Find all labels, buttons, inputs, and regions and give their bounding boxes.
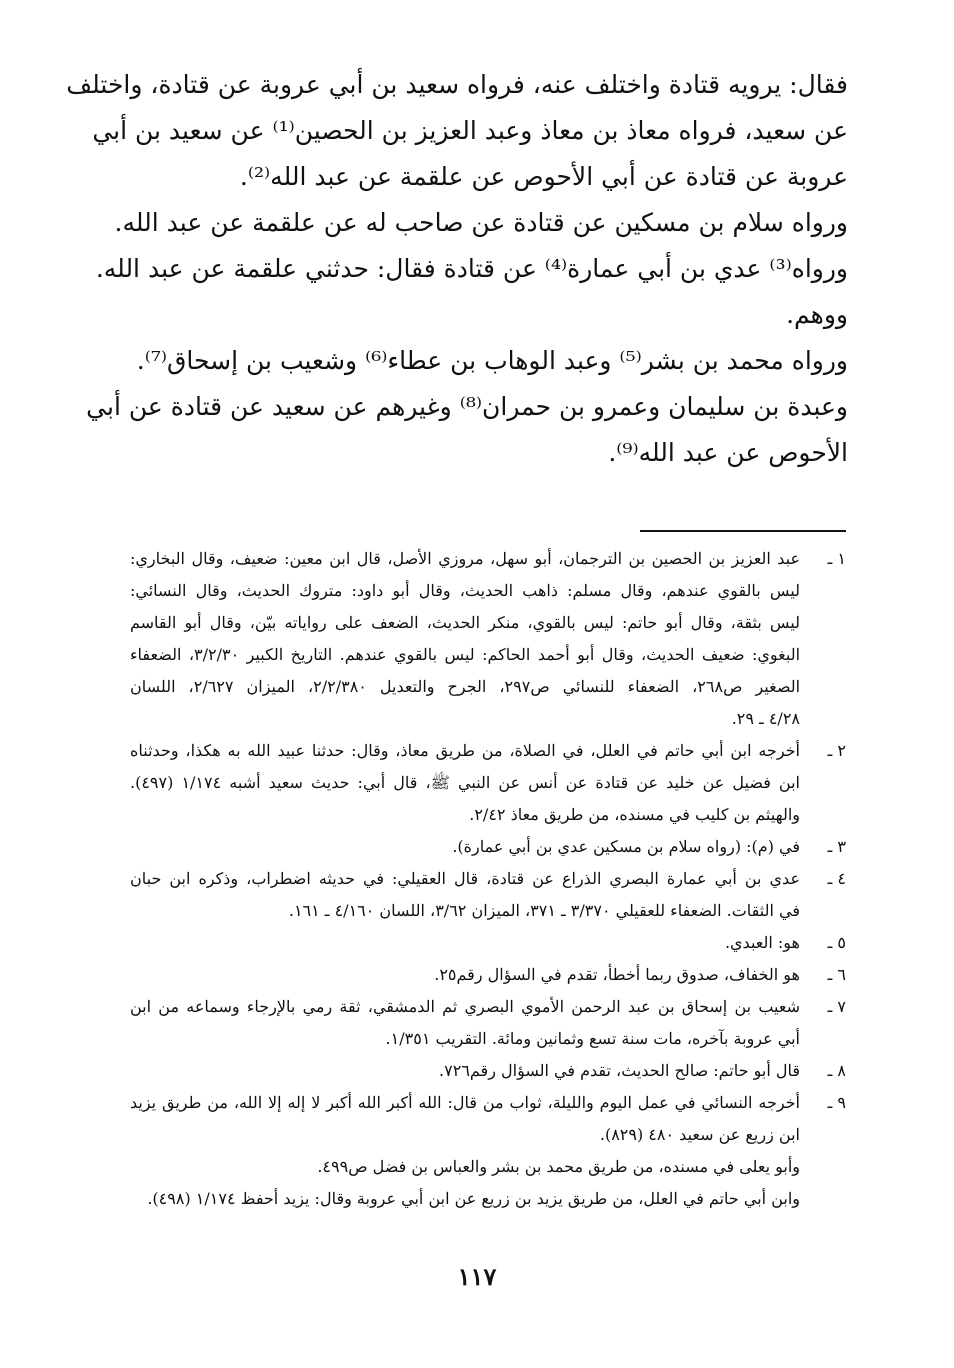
footnote-number: ٦ ـ — [827, 965, 846, 984]
footnote-line: عبد العزيز بن الحصين بن الترجمان، أبو سهل، مروزي الأصل، قال ابن معين: ضعيف، وقال البخاري: — [130, 549, 800, 568]
footnote-line: عدي بن أبي عمارة البصري الذراع عن قتادة، قال العقيلي: في حديثه اضطراب، وذكره ابن حبان — [130, 869, 800, 888]
footnote-2 — [130, 735, 846, 831]
footnote-number: ٧ ـ — [827, 997, 846, 1016]
footnote-number: ٣ ـ — [827, 837, 846, 856]
footnote-number: ٤ ـ — [827, 869, 846, 888]
footnote-line: قال أبو حاتم: صالح الحديث، تقدم في السؤال رقم٧٢٦. — [439, 1061, 800, 1080]
footnote-line: ابن فضيل عن خليد عن قتادة عن أنس عن النبي ﷺ، قال أبي: حديث سعيد أشبه ١/١٧٤ (٤٩٧). — [130, 773, 801, 792]
footnote-line: شعيب بن إسحاق بن عبد الرحمن الأموي البصري ثم الدمشقي، ثقة رمي بالإرجاء وسماعه من ابن — [130, 997, 800, 1016]
footnote-9 — [130, 1087, 846, 1183]
footnote-line: هو الخفاف، صدوق ربما أخطأ، تقدم في السؤال رقم٢٥. — [434, 965, 800, 984]
footnote-4 — [130, 863, 846, 927]
footnote-line: ليس بثقة، وقال أبو حاتم: ليس بالقوي، منكر الحديث، الضعف على رواياته بيّن، وقال أبو القاسم — [130, 613, 800, 632]
footnote-line: والهيثم بن كليب في مسنده، من طريق معاذ ٢/٤٢. — [469, 805, 800, 824]
footnote-closing-line: وابن أبي حاتم في العلل، من طريق يزيد بن زريع عن ابن أبي عروبة وقال: يزيد أحفظ ١/١٧٤ (٤٩٨). — [147, 1189, 800, 1208]
main-line: ورواه محمد بن بشر⁽⁵⁾ وعبد الوهاب بن عطاء⁽⁶⁾ وشعيب بن إسحاق⁽⁷⁾. — [136, 346, 848, 375]
footnote-line: ٤/٢٨ ـ ٢٩. — [731, 709, 800, 728]
main-line: وعبدة بن سليمان وعمرو بن حمران⁽⁸⁾ وغيرهم عن سعيد عن قتادة عن أبي — [86, 392, 848, 421]
footnote-5 — [130, 927, 846, 959]
footnote-line: ليس بالقوي عندهم، وقال مسلم: ذاهب الحديث، وقال أبو داود: متروك الحديث، وقال النسائي: — [130, 581, 800, 600]
footnote-line: الصغير ص٢٦٨، الضعفاء للنسائي ص٢٩٧، الجرح والتعديل ٢/٢/٣٨٠، الميزان ٢/٦٢٧، اللسان — [130, 677, 801, 696]
footnote-6 — [130, 959, 846, 991]
footnote-8 — [130, 1055, 846, 1087]
footnote-line: في الثقات. الضعفاء للعقيلي ٣/٣٧٠ ـ ٣٧١، الميزان ٣/٦٢، اللسان ٤/١٦٠ ـ ١٦١. — [288, 901, 800, 920]
footnote-number: ٩ ـ — [827, 1093, 846, 1112]
footnote-number: ٨ ـ — [827, 1061, 846, 1080]
footnote-number: ٢ ـ — [827, 741, 846, 760]
main-line: ورواه⁽³⁾ عدي بن أبي عمارة⁽⁴⁾ عن قتادة فقال: حدثني علقمة عن عبد الله. — [95, 254, 848, 283]
footnote-3 — [130, 831, 846, 863]
footnote-number: ١ ـ — [827, 549, 846, 568]
footnote-line: ابن زريع عن سعيد ٤٨٠ (٨٢٩). — [599, 1125, 800, 1144]
main-line: عن سعيد، فرواه معاذ بن معاذ وعبد العزيز بن الحصين⁽¹⁾ عن سعيد بن أبي — [92, 116, 848, 145]
footnotes — [130, 543, 846, 1215]
footnote-line: هو: العبدي. — [724, 933, 800, 952]
footnote-number: ٥ ـ — [827, 933, 846, 952]
main-line: عروبة عن قتادة عن أبي الأحوص عن علقمة عن عبد الله⁽²⁾. — [239, 162, 848, 191]
main-line: ووهم. — [786, 300, 848, 329]
footnote-line: أبي عروبة بآخره، مات سنة تسع وثمانين ومائة. التقريب ١/٣٥١. — [385, 1029, 800, 1048]
footnote-separator — [640, 530, 846, 532]
main-text — [66, 70, 848, 484]
page-number: ١١٧ — [457, 1262, 497, 1291]
main-line: الأحوص عن عبد الله⁽⁹⁾. — [608, 438, 848, 467]
footnote-line: في (م): (رواه سلام بن مسكين عدي بن أبي عمارة). — [452, 837, 800, 856]
footnote-line: أخرجه النسائي في عمل اليوم والليلة، ثواب من قال: الله أكبر الله أكبر لا إله إلا الله، من طريق يزيد — [130, 1093, 800, 1112]
main-line: فقال: يرويه قتادة واختلف عنه، فرواه سعيد بن أبي عروبة عن قتادة، واختلف — [66, 70, 848, 99]
footnote-line: وأبو يعلى في مسنده، من طريق محمد بن بشر والعباس بن فضل ص٤٩٩. — [317, 1157, 800, 1176]
footnote-1 — [130, 543, 846, 735]
main-line: ورواه سلام بن مسكين عن قتادة عن صاحب له عن علقمة عن عبد الله. — [114, 208, 848, 237]
footnote-line: أخرجه ابن أبي حاتم في العلل، في الصلاة، من طريق معاذ، وقال: حدثنا عبيد الله به هكذا، وحدثناه — [130, 741, 800, 760]
footnote-7 — [130, 991, 846, 1055]
footnote-line: البغوي: ضعيف الحديث، وقال أبو أحمد الحاكم: ليس بالقوي عندهم. التاريخ الكبير ٣/٢/٣٠، الضعفاء — [130, 645, 801, 664]
